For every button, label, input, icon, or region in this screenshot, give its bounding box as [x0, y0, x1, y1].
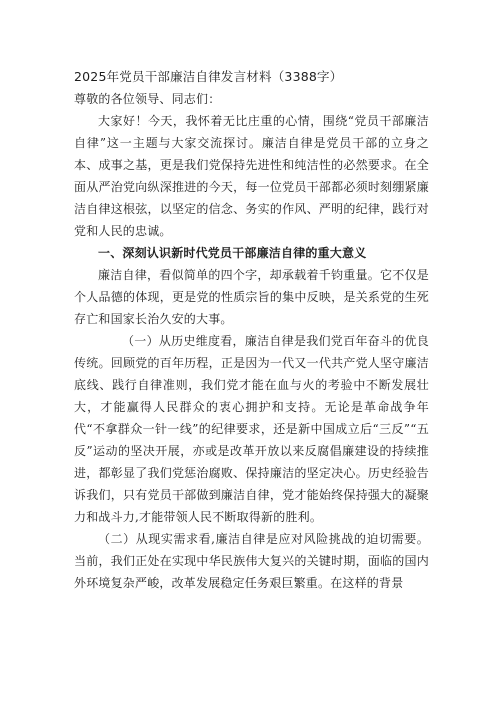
reality-need-paragraph: （二）从现实需求看,廉洁自律是应对风险挑战的迫切需要。当前，我们正处在实现中华民族伟大复兴的关键时期，面临的国内外环境复杂严峻，改革发展稳定任务艰巨繁重。在这样的背景: [74, 532, 429, 590]
section-heading-1: 一、深刻认识新时代党员干部廉洁自律的重大意义: [98, 246, 367, 260]
salutation: 尊敬的各位领导、同志们：: [74, 92, 221, 106]
section-1-intro-paragraph: 廉洁自律，看似简单的四个字，却承载着千钧重量。它不仅是个人品德的体现，更是党的性质宗旨的集中反映，是关系党的生死存亡和国家长治久安的大事。: [74, 268, 429, 326]
document-title: 2025年党员干部廉洁自律发言材料（3388字）: [74, 69, 343, 84]
history-dimension-paragraph: （一）从历史维度看，廉洁自律是我们党百年奋斗的优良传统。回顾党的百年历程，正是因为一代又一代共产党人坚守廉洁底线、践行自律准则，我们党才能在血与火的考验中不断发展壮大，才能赢得人民群众的衷心拥护和支持。无论是革命战争年代“不拿群众一针一线”的纪律要求，还是新中国成立后“三反”“五反”运动的坚决开展，亦或是改革开放以来反腐倡廉建设的持续推进，都彰显了我们党惩治腐败、保持廉洁的坚定决心。历史经验告诉我们，只有党员干部做到廉洁自律，党才能始终保持强大的凝聚力和战斗力,才能带领人民不断取得新的胜利。: [74, 334, 429, 524]
opening-paragraph: 大家好！今天，我怀着无比庄重的心情，围绕“党员干部廉洁自律”这一主题与大家交流探讨。廉洁自律是党员干部的立身之本、成事之基，更是我们党保持先进性和纯洁性的必然要求。在全面从严治党向纵深推进的今天，每一位党员干部都必须时刻绷紧廉洁自律这根弦，以坚定的信念、务实的作风、严明的纪律，践行对党和人民的忠诚。: [74, 114, 429, 238]
document-body: [74, 66, 429, 594]
